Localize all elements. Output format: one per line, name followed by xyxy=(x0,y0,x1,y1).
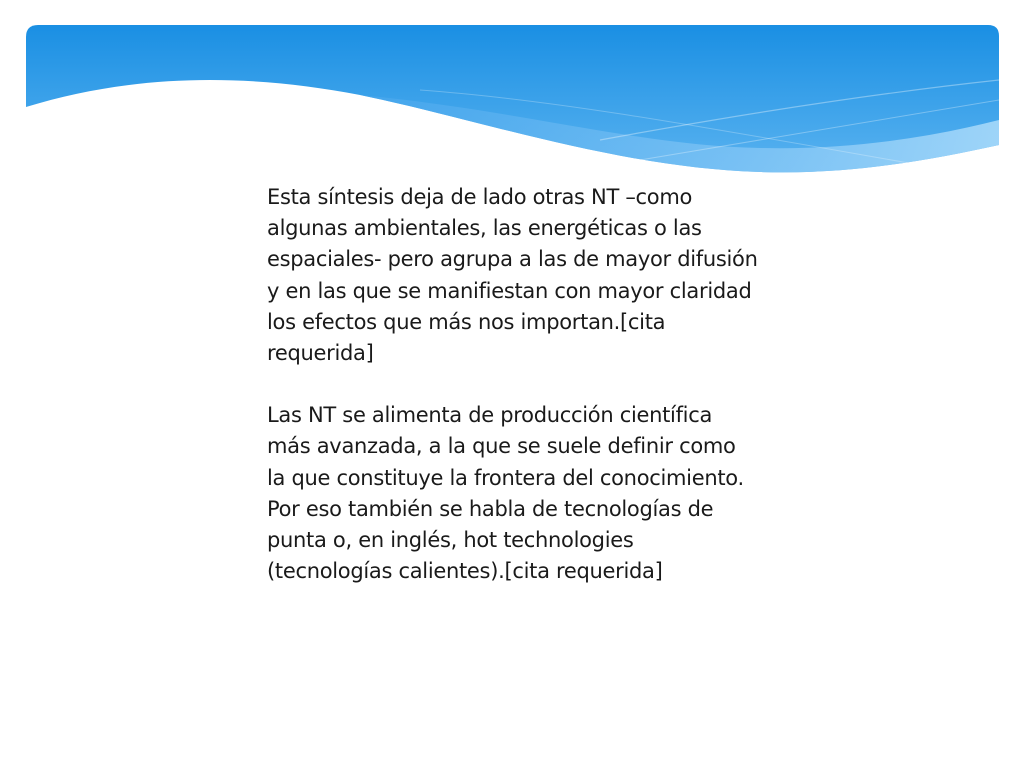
header-wave-decoration xyxy=(0,0,1024,200)
paragraph-1: Esta síntesis deja de lado otras NT –como algunas ambientales, las energéticas o las espaciales- pero agrupa a las de mayor difusión y en las que se manifiestan con mayor claridad los efectos que más nos importan.[cita requerida] xyxy=(267,185,758,366)
paragraph-2: Las NT se alimenta de producción científica más avanzada, a la que se suele definir como la que constituye la frontera del conocimiento. Por eso también se habla de tecnologías de punta o, en inglés, hot technologies (tecnologías calientes).[cita requerida] xyxy=(267,403,744,584)
body-text xyxy=(267,182,759,587)
